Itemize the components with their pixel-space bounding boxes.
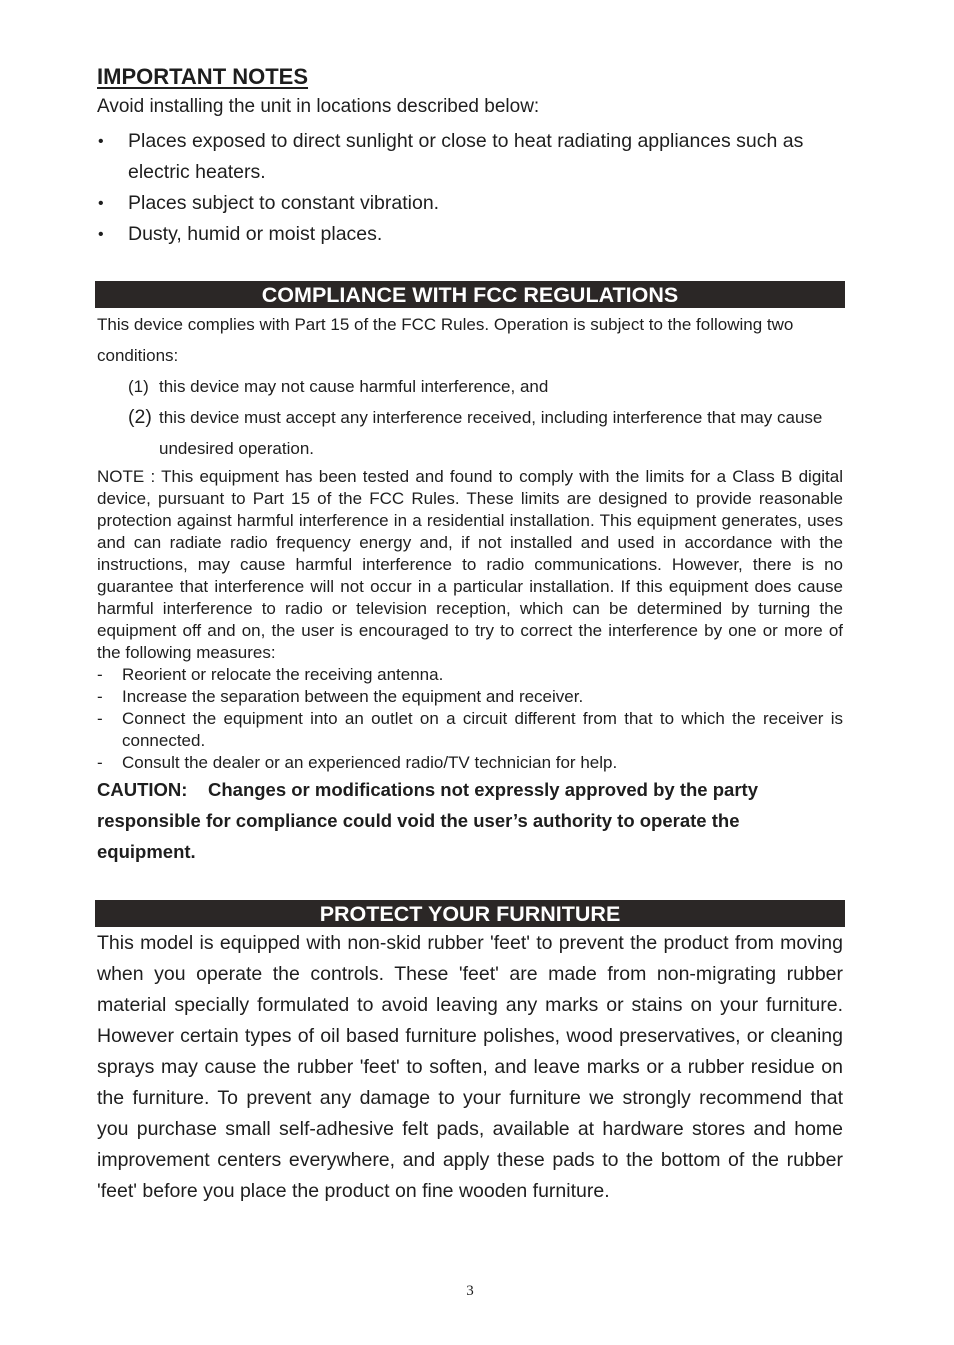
dash-icon: - (97, 687, 103, 706)
furniture-text: This model is equipped with non-skid rubber 'feet' to prevent the product from moving when you operate the controls. These 'feet' are made from non-migrating rubber material specially formulated to avoid leaving any marks or stains on your furniture. However certain types of oil based furniture polishes, wood preservatives, or cleaning sprays may cause the rubber 'feet' to soften, and leave marks or a rubber residue on the furniture. To prevent any damage to your furniture we strongly recommend that you purchase small self-adhesive felt pads, available at hardware stores and home improvement centers everywhere, and apply these pads to the bottom of the rubber 'feet' before you place the product on fine wooden furniture. (97, 932, 843, 1202)
furniture-section-header: PROTECT YOUR FURNITURE (95, 900, 845, 927)
condition-number: (2) (128, 406, 152, 428)
page-number: 3 (466, 1283, 474, 1299)
list-item-text: Dusty, humid or moist places. (128, 223, 383, 245)
fcc-conditions-list (97, 371, 843, 464)
list-item-text: Places subject to constant vibration. (128, 192, 440, 214)
fcc-caution: CAUTION: Changes or modifications not expressly approved by the party responsible for compliance could void the user’s authority to operate the equipment. (97, 779, 764, 862)
fcc-measures-list (97, 664, 843, 774)
list-item (97, 708, 843, 752)
important-notes-intro: Avoid installing the unit in locations described below: (97, 96, 540, 117)
dash-icon: - (97, 709, 103, 728)
condition-text: this device must accept any interference received, including interference that may cause undesired operation. (159, 408, 823, 458)
list-item (97, 188, 843, 219)
bullet-icon: • (98, 226, 104, 243)
dash-icon: - (97, 753, 103, 772)
important-notes-list (97, 126, 843, 250)
manual-page (97, 60, 843, 1207)
fcc-intro: This device complies with Part 15 of the FCC Rules. Operation is subject to the following two conditions: (97, 315, 794, 365)
list-item (97, 126, 843, 188)
condition-number: (1) (128, 377, 149, 396)
fcc-section-header: COMPLIANCE WITH FCC REGULATIONS (95, 281, 845, 308)
bullet-icon: • (98, 195, 104, 212)
list-item (97, 664, 843, 686)
list-item (128, 402, 843, 464)
bullet-icon: • (98, 133, 104, 150)
dash-icon: - (97, 665, 103, 684)
list-item-text: Places exposed to direct sunlight or close to heat radiating appliances such as electric heaters. (128, 130, 804, 183)
list-item (97, 752, 843, 774)
condition-text: this device may not cause harmful interference, and (159, 377, 549, 396)
measure-text: Increase the separation between the equipment and receiver. (122, 687, 584, 706)
measure-text: Connect the equipment into an outlet on a circuit different from that to which the receiver is connected. (122, 709, 843, 750)
measure-text: Consult the dealer or an experienced radio/TV technician for help. (122, 753, 618, 772)
fcc-note: NOTE : This equipment has been tested and found to comply with the limits for a Class B digital device, pursuant to Part 15 of the FCC Rules. These limits are designed to provide reasonable protection against harmful interference in a residential installation. This equipment generates, uses and can radiate radio frequency energy and, if not installed and used in accordance with the instructions, may cause harmful interference to radio communications. However, there is no guarantee that interference will not occur in a particular installation. If this equipment does cause harmful interference to radio or television reception, which can be determined by turning the equipment off and on, the user is encouraged to try to correct the interference by one or more of the following measures: (97, 467, 843, 662)
important-notes-heading: IMPORTANT NOTES (97, 64, 309, 89)
list-item (97, 219, 843, 250)
measure-text: Reorient or relocate the receiving antenna. (122, 665, 444, 684)
list-item (128, 371, 843, 402)
list-item (97, 686, 843, 708)
